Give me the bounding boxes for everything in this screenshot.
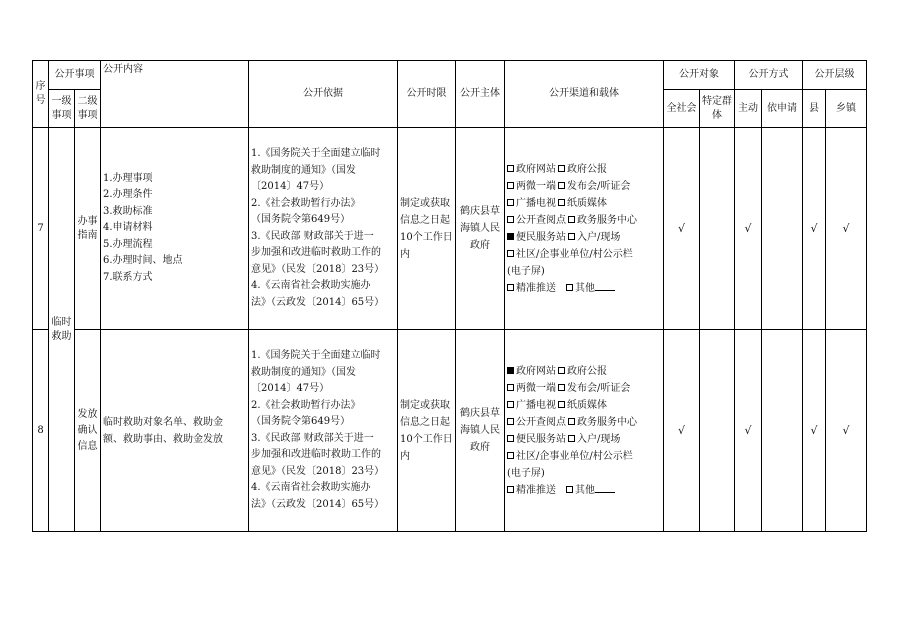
checkbox-precise-push[interactable] xyxy=(507,486,514,493)
checkbox-precise-push[interactable] xyxy=(507,284,514,291)
level1-cell xyxy=(49,128,75,532)
checkbox-press[interactable] xyxy=(558,182,565,189)
channel-cell xyxy=(505,330,664,532)
subject-text: 鹤庆县草海镇人民政府 xyxy=(460,408,500,453)
content-cell xyxy=(101,330,249,532)
content-list xyxy=(101,414,248,448)
reading-point-label: 公开查阅点 xyxy=(516,214,566,226)
basis-line: （国务院令第649号） xyxy=(251,416,351,427)
header-seq: 序号 xyxy=(33,61,49,128)
method-active-check: √ xyxy=(735,330,762,532)
header-basis: 公开依据 xyxy=(249,61,398,128)
content-item: 1.办理事项 xyxy=(103,172,153,184)
checkbox-community[interactable] xyxy=(507,250,514,257)
header-level-county: 县 xyxy=(803,90,826,128)
time-text: 制定或获取信息之日起10个工作日内 xyxy=(400,197,453,260)
content-item: 6.办理时间、地点 xyxy=(103,255,183,267)
subject-cell xyxy=(456,330,505,532)
channel-cell xyxy=(505,128,664,330)
table-row xyxy=(33,330,867,532)
precise-push-label: 精准推送 xyxy=(516,282,556,294)
basis-line: 步加强和改进临时救助工作的 xyxy=(251,247,381,258)
basis-line: 2.《社会救助暂行办法》 xyxy=(251,197,361,209)
header-time: 公开时限 xyxy=(398,61,456,128)
checkbox-community[interactable] xyxy=(507,452,514,459)
disclosure-table-sheet xyxy=(32,60,866,531)
service-station-label: 便民服务站 xyxy=(516,433,566,445)
subject-text: 鹤庆县草海镇人民政府 xyxy=(460,206,500,251)
content-item: 3.救助标准 xyxy=(103,205,153,217)
target-all-check: √ xyxy=(664,330,700,532)
level-township-check: √ xyxy=(826,330,867,532)
checkbox-two-micro[interactable] xyxy=(507,384,514,391)
screen-label: (电子屏) xyxy=(507,265,545,277)
basis-line: 4.《云南省社会救助实施办 xyxy=(251,482,371,493)
header-method-request: 依申请 xyxy=(762,90,803,128)
level-county-check: √ xyxy=(803,128,826,330)
checkbox-other[interactable] xyxy=(566,486,573,493)
content-item: 4.申请材料 xyxy=(103,222,153,234)
basis-cell xyxy=(249,128,398,330)
header-target-special: 特定群体 xyxy=(700,90,735,128)
channel-list xyxy=(505,161,663,297)
content-item: 额、救助事由、救助金发放 xyxy=(103,433,223,445)
header-level2: 二级事项 xyxy=(75,90,101,128)
basis-line: 意见》（民发〔2018〕23号） xyxy=(251,465,385,477)
two-micro-label: 两微一端 xyxy=(516,382,556,394)
broadcast-label: 广播电视 xyxy=(516,399,556,411)
level2-label: 发放确认信息 xyxy=(77,408,98,452)
basis-line: 法》（云政发〔2014〕65号） xyxy=(251,296,385,308)
target-all-check: √ xyxy=(664,128,700,330)
basis-line: 4.《云南省社会救助实施办 xyxy=(251,280,371,291)
content-item: 临时救助对象名单、救助金 xyxy=(103,416,223,428)
door-to-door-label: 入户/现场 xyxy=(577,231,621,243)
checkbox-door-to-door[interactable] xyxy=(568,233,575,240)
basis-line: 〔2014〕47号） xyxy=(251,383,330,394)
disclosure-table xyxy=(32,60,867,532)
checkbox-gov-gazette[interactable] xyxy=(558,367,565,374)
community-label: 社区/企事业单位/村公示栏 xyxy=(516,248,633,260)
press-label: 发布会/听证会 xyxy=(567,180,631,192)
basis-line: 法》（云政发〔2014〕65号） xyxy=(251,498,385,510)
press-label: 发布会/听证会 xyxy=(567,382,631,394)
table-row xyxy=(33,128,867,330)
header-target: 公开对象 xyxy=(664,61,735,90)
level2-cell xyxy=(75,330,101,532)
content-item: 7.联系方式 xyxy=(103,271,153,283)
broadcast-label: 广播电视 xyxy=(516,197,556,209)
basis-line: 1.《国务院关于全面建立临时 xyxy=(251,148,381,159)
header-row-1 xyxy=(33,61,867,90)
header-method-active: 主动 xyxy=(735,90,762,128)
content-item: 5.办理流程 xyxy=(103,238,153,250)
checkbox-two-micro[interactable] xyxy=(507,182,514,189)
level2-cell xyxy=(75,128,101,330)
gov-gazette-label: 政府公报 xyxy=(567,365,607,377)
precise-push-label: 精准推送 xyxy=(516,484,556,496)
content-cell xyxy=(101,128,249,330)
checkbox-print[interactable] xyxy=(558,199,565,206)
row-seq: 8 xyxy=(33,330,49,532)
basis-line: （国务院令第649号） xyxy=(251,214,351,225)
level1-label: 临时救助 xyxy=(51,316,72,342)
header-level1: 一级事项 xyxy=(49,90,75,128)
level-county-check: √ xyxy=(803,330,826,532)
basis-line: 3.《民政部 财政部关于进一 xyxy=(251,230,374,242)
basis-line: 救助制度的通知》（国发 xyxy=(251,164,356,176)
target-special-check xyxy=(700,330,735,532)
checkbox-broadcast[interactable] xyxy=(507,401,514,408)
method-request-check xyxy=(762,128,803,330)
target-special-check xyxy=(700,128,735,330)
basis-cell xyxy=(249,330,398,532)
basis-line: 〔2014〕47号） xyxy=(251,181,330,192)
other-label: 其他 xyxy=(575,484,595,496)
header-channel: 公开渠道和载体 xyxy=(505,61,664,128)
basis-line: 步加强和改进临时救助工作的 xyxy=(251,449,381,460)
checkbox-press[interactable] xyxy=(558,384,565,391)
header-level: 公开层级 xyxy=(803,61,867,90)
checkbox-service-center[interactable] xyxy=(568,418,575,425)
header-subject: 公开主体 xyxy=(456,61,505,128)
checkbox-broadcast[interactable] xyxy=(507,199,514,206)
row-seq: 7 xyxy=(33,128,49,330)
basis-list xyxy=(249,348,397,513)
checkbox-door-to-door[interactable] xyxy=(568,435,575,442)
basis-line: 1.《国务院关于全面建立临时 xyxy=(251,350,381,361)
two-micro-label: 两微一端 xyxy=(516,180,556,192)
community-label: 社区/企事业单位/村公示栏 xyxy=(516,450,633,462)
time-cell xyxy=(398,330,456,532)
gov-website-label: 政府网站 xyxy=(516,365,556,377)
other-blank-line xyxy=(595,483,615,493)
method-active-check: √ xyxy=(735,128,762,330)
header-content xyxy=(101,61,249,128)
header-method: 公开方式 xyxy=(735,61,803,90)
basis-line: 意见》（民发〔2018〕23号） xyxy=(251,263,385,275)
basis-line: 2.《社会救助暂行办法》 xyxy=(251,399,361,411)
screen-label: (电子屏) xyxy=(507,467,545,479)
basis-line: 3.《民政部 财政部关于进一 xyxy=(251,432,374,444)
checkbox-reading-point[interactable] xyxy=(507,418,514,425)
print-label: 纸质媒体 xyxy=(567,399,607,411)
time-text: 制定或获取信息之日起10个工作日内 xyxy=(400,399,453,462)
checkbox-gov-website[interactable] xyxy=(507,367,514,374)
header-matter: 公开事项 xyxy=(49,61,101,90)
level-township-check: √ xyxy=(826,128,867,330)
time-cell xyxy=(398,128,456,330)
checkbox-reading-point[interactable] xyxy=(507,216,514,223)
other-blank-line xyxy=(595,281,615,291)
checkbox-service-center[interactable] xyxy=(568,216,575,223)
method-request-check xyxy=(762,330,803,532)
service-center-label: 政务服务中心 xyxy=(577,214,637,226)
service-station-label: 便民服务站 xyxy=(516,231,566,243)
channel-list xyxy=(505,363,663,499)
other-label: 其他 xyxy=(575,282,595,294)
service-center-label: 政务服务中心 xyxy=(577,416,637,428)
content-list xyxy=(101,171,248,287)
subject-cell xyxy=(456,128,505,330)
header-content-label: 公开内容 xyxy=(103,64,143,75)
reading-point-label: 公开查阅点 xyxy=(516,416,566,428)
gov-gazette-label: 政府公报 xyxy=(567,163,607,175)
header-target-all: 全社会 xyxy=(664,90,700,128)
checkbox-gov-gazette[interactable] xyxy=(558,165,565,172)
content-item: 2.办理条件 xyxy=(103,189,153,201)
checkbox-other[interactable] xyxy=(566,284,573,291)
checkbox-print[interactable] xyxy=(558,401,565,408)
basis-list xyxy=(249,146,397,311)
checkbox-service-station[interactable] xyxy=(507,435,514,442)
checkbox-gov-website[interactable] xyxy=(507,165,514,172)
level2-label: 办事指南 xyxy=(77,215,98,241)
gov-website-label: 政府网站 xyxy=(516,163,556,175)
basis-line: 救助制度的通知》（国发 xyxy=(251,366,356,378)
door-to-door-label: 入户/现场 xyxy=(577,433,621,445)
checkbox-service-station[interactable] xyxy=(507,233,514,240)
header-level-township: 乡镇 xyxy=(826,90,867,128)
print-label: 纸质媒体 xyxy=(567,197,607,209)
